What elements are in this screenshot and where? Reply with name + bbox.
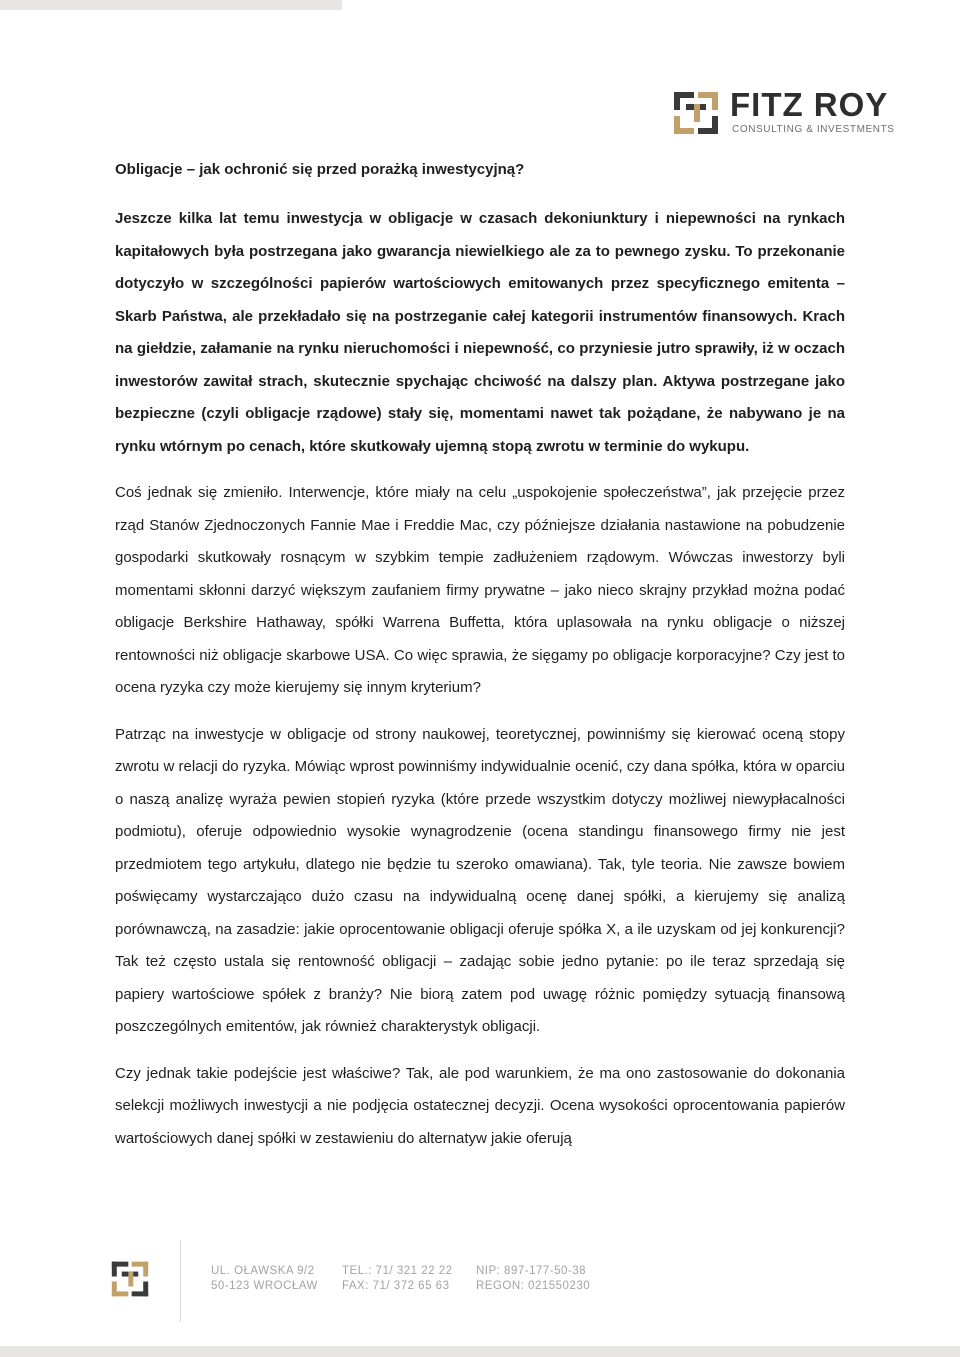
footer-divider: [180, 1240, 181, 1322]
footer-address: [211, 1264, 318, 1294]
article-lead: Jeszcze kilka lat temu inwestycja w obligacje w czasach dekoniunktury i niepewności na rynkach kapitałowych była postrzegana jako gwarancja niewielkiego ale za to pewnego zysku. To przekonanie dotyczyło w szczególności papierów wartościowych emitowanych przez specyficznego emitenta – Skarb Państwa, ale przekładało się na postrzeganie całej kategorii instrumentów finansowych. Krach na giełdzie, załamanie na rynku nieruchomości i niepewność, co przyniesie jutro sprawiły, iż w oczach inwestorów zawitał strach, skutecznie spychając chciwość na dalszy plan. Aktywa postrzegane jako bezpieczne (czyli obligacje rządowe) stały się, momentami nawet tak pożądane, że nabywano je na rynku wtórnym po cenach, które skutkowały ujemną stopą zwrotu w terminie do wykupu.: [115, 210, 845, 455]
logo-tagline: CONSULTING & INVESTMENTS: [732, 124, 895, 135]
footer-tel: TEL.: 71/ 321 22 22: [342, 1265, 453, 1277]
footer-address-line-2: 50-123 WROCŁAW: [211, 1280, 318, 1292]
article-paragraph-3: Czy jednak takie podejście jest właściwe? Tak, ale pod warunkiem, że ma ono zastosowanie do dokonania selekcji możliwych inwestycji a nie podjęcia ostatecznej decyzji. Ocena wysokości oprocentowania papierów wartościowych danej spółki w zestawieniu do alternatyw jakie oferują: [115, 1064, 845, 1147]
article-paragraph-1: Coś jednak się zmieniło. Interwencje, które miały na celu „uspokojenie społeczeństwa”, jak przejęcie przez rząd Stanów Zjednoczonych Fannie Mae i Freddie Mac, czy późniejsze działania nastawione na pobudzenie gospodarki skutkowały rosnącym w szybkim tempie zadłużeniem rządowym. Wówczas inwestorzy byli momentami skłonni darzyć większym zaufaniem firmy prywatne – jako nieco skrajny przykład można podać obligacje Berkshire Hathaway, spółki Warrena Buffetta, która uplasowała na rynku obligacje o niższej rentowności niż obligacje skarbowe USA. Co więc sprawia, że sięgamy po obligacje korporacyjne? Czy jest to ocena ryzyka czy może kierujemy się innym kryterium?: [115, 484, 845, 696]
page-footer: [0, 1236, 960, 1326]
article-title: Obligacje – jak ochronić się przed porażką inwestycyjną?: [115, 161, 525, 178]
footer-regon: REGON: 021550230: [476, 1280, 591, 1292]
footer-phones: [342, 1264, 453, 1294]
bottom-decorative-bar: [0, 1346, 960, 1357]
article-paragraph-2: Patrząc na inwestycje w obligacje od strony naukowej, teoretycznej, powinniśmy się kierować oceną stopy zwrotu w relacji do ryzyka. Mówiąc wprost powinniśmy indywidualnie ocenić, czy dana spółka, która w oparciu o naszą analizę wyraża pewien stopień ryzyka (które przede wszystkim dotyczy możliwej niewypłacalności podmiotu), oferuje odpowiednio wysokie wynagrodzenie (ocena standingu finansowego firmy nie jest przedmiotem tego artykułu, dlatego nie będzie tu szeroko omawiana). Tak, tyle teoria. Nie zawsze bowiem poświęcamy wystarczająco dużo czasu na indywidualną ocenę danej spółki, a kierujemy się analizą porównawczą, na zasadzie: jakie oprocentowanie obligacji oferuje spółka X, a ile uzyskam od jej konkurencji? Tak też często ustala się rentowność obligacji – zadając sobie jedno pytanie: po ile teraz sprzedają się papiery wartościowe spółek z branży? Nie biorą zatem pod uwagę różnic pomiędzy sytuacją finansową poszczególnych emitentów, jak również charakterystyk obligacji.: [115, 725, 845, 1035]
logo-wordmark: FITZ ROY: [730, 86, 889, 123]
footer-nip: NIP: 897-177-50-38: [476, 1265, 587, 1277]
footer-logo-icon: [110, 1260, 150, 1298]
article: [115, 157, 845, 1169]
company-logo: [672, 86, 908, 140]
footer-registry: [476, 1264, 590, 1294]
footer-fax: FAX: 71/ 372 65 63: [342, 1280, 450, 1292]
top-decorative-bar: [0, 0, 342, 10]
footer-address-line-1: UL. OŁAWSKA 9/2: [211, 1265, 315, 1277]
fitz-roy-logo-icon: [672, 90, 720, 136]
